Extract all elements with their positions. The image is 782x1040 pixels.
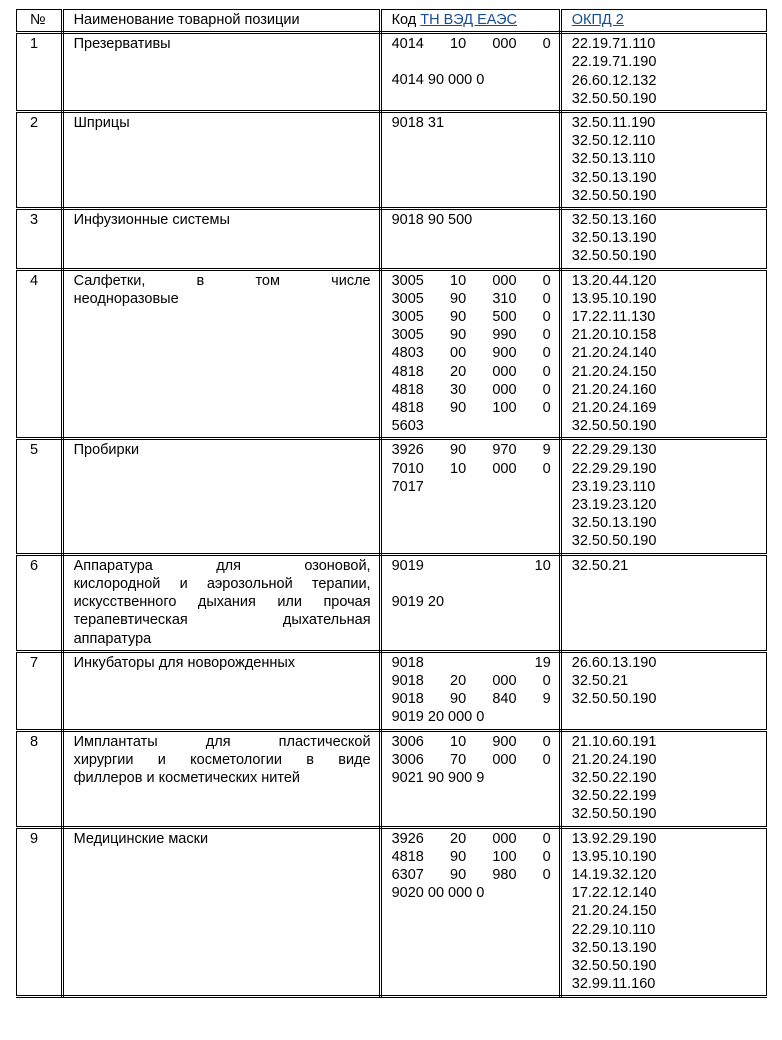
tnved-code: 4818 30 000 0 (391, 381, 551, 398)
header-okpd (560, 10, 766, 33)
tnved-code: 3926 20 000 0 (391, 830, 551, 847)
tnved-code: 3005 90 500 0 (391, 309, 551, 326)
tnved-code: 4818 20 000 0 (391, 363, 551, 380)
okpd-code: 21.20.24.140 (571, 345, 657, 362)
okpd-codes (560, 112, 766, 209)
tnved-code: 3005 10 000 0 (391, 272, 551, 289)
okpd-code: 32.50.13.190 (571, 169, 657, 186)
tnved-code: 9019 20 000 0 (391, 709, 485, 726)
tnved-code: 3006 10 900 0 (391, 733, 551, 750)
okpd-code: 32.50.22.199 (571, 788, 657, 805)
okpd-code: 32.50.13.160 (571, 212, 657, 229)
okpd-code: 32.50.50.190 (571, 806, 657, 823)
tnved-code: 7017 (391, 478, 424, 495)
tnved-code: 9021 90 900 9 (391, 769, 485, 786)
okpd-code: 32.50.11.190 (571, 115, 656, 132)
tnved-code: 4818 90 100 0 (391, 848, 551, 865)
row-number: 6 (17, 554, 63, 651)
product-name-line: Салфетки, в том числе (73, 272, 371, 289)
product-name-line: хирургии и косметологии в виде (73, 751, 371, 768)
okpd-code: 14.19.32.120 (571, 866, 657, 883)
okpd-code: 32.50.13.190 (571, 230, 657, 247)
okpd-code: 13.95.10.190 (571, 290, 657, 307)
tnved-code: 6307 90 980 0 (391, 866, 551, 883)
okpd-codes (560, 439, 766, 554)
tnved-code: 3926 90 970 9 (391, 442, 551, 459)
tnved-code: 4818 90 100 0 (391, 400, 551, 417)
okpd-code: 21.20.24.150 (571, 363, 657, 380)
tnved-code: 9018 90 500 (391, 212, 473, 229)
okpd-codes (560, 209, 766, 270)
okpd-code: 32.50.13.110 (571, 151, 656, 168)
table-row (17, 209, 767, 270)
table-row (17, 112, 767, 209)
okpd-code: 32.50.50.190 (571, 90, 657, 107)
tnved-code: 4803 00 900 0 (391, 345, 551, 362)
tnved-code: 9019 10 (391, 557, 551, 574)
row-number: 7 (17, 651, 63, 730)
okpd-code: 17.22.12.140 (571, 885, 657, 902)
okpd-codes (560, 651, 766, 730)
product-name-line: Имплантаты для пластической (73, 733, 371, 750)
tnved-link[interactable]: ТН ВЭД ЕАЭС (420, 12, 518, 28)
okpd-code: 13.95.10.190 (571, 848, 657, 865)
okpd-code: 26.60.13.190 (571, 654, 657, 671)
tnved-codes (380, 827, 560, 997)
okpd-code: 32.50.50.190 (571, 248, 657, 265)
product-name (62, 554, 380, 651)
okpd-code: 22.19.71.110 (571, 36, 656, 53)
okpd-link[interactable]: ОКПД 2 (571, 12, 624, 28)
tnved-code: 9019 20 (391, 593, 445, 610)
goods-table (16, 9, 767, 998)
row-number: 9 (17, 827, 63, 997)
table-row (17, 554, 767, 651)
okpd-code: 32.50.12.110 (571, 133, 656, 150)
okpd-code: 21.20.24.160 (571, 381, 657, 398)
table-row (17, 651, 767, 730)
tnved-codes (380, 269, 560, 439)
product-name-line: Аппаратура для озоновой, (73, 557, 371, 574)
okpd-code: 23.19.23.110 (571, 478, 656, 495)
tnved-code: 7010 10 000 0 (391, 460, 551, 477)
table-row (17, 730, 767, 827)
okpd-code: 32.50.13.190 (571, 515, 657, 532)
product-name-line: аппаратура (73, 630, 152, 647)
tnved-code: 5603 (391, 418, 424, 435)
product-name: Презервативы (62, 33, 380, 112)
product-name (62, 269, 380, 439)
okpd-code: 22.29.29.130 (571, 442, 657, 459)
product-name-line: филлеров и косметических нитей (73, 769, 301, 786)
tnved-code: 3006 70 000 0 (391, 751, 551, 768)
okpd-code: 21.10.60.191 (571, 733, 657, 750)
product-name-line: терапевтическая дыхательная (73, 612, 371, 629)
okpd-codes (560, 827, 766, 997)
tnved-code: 3005 90 310 0 (391, 290, 551, 307)
tnved-code: 9018 90 840 9 (391, 691, 551, 708)
okpd-code: 32.99.11.160 (571, 976, 656, 993)
product-name (62, 730, 380, 827)
okpd-code: 21.20.24.150 (571, 903, 657, 920)
okpd-codes (560, 730, 766, 827)
row-number: 2 (17, 112, 63, 209)
tnved-code: 3005 90 990 0 (391, 327, 551, 344)
okpd-code: 32.50.50.190 (571, 418, 657, 435)
table-header-row (17, 10, 767, 33)
okpd-code: 22.29.10.110 (571, 921, 656, 938)
okpd-code: 22.29.29.190 (571, 460, 657, 477)
okpd-code: 13.92.29.190 (571, 830, 657, 847)
okpd-code: 32.50.50.190 (571, 957, 657, 974)
row-number: 1 (17, 33, 63, 112)
product-name: Пробирки (62, 439, 380, 554)
table-row (17, 827, 767, 997)
okpd-code: 17.22.11.130 (571, 309, 656, 326)
okpd-code: 32.50.21 (571, 557, 629, 574)
row-number: 5 (17, 439, 63, 554)
okpd-code: 21.20.24.169 (571, 400, 657, 417)
tnved-codes (380, 439, 560, 554)
tnved-code (392, 53, 551, 71)
header-code (380, 10, 560, 33)
product-name: Медицинские маски (62, 827, 380, 997)
tnved-codes (380, 112, 560, 209)
okpd-code: 22.19.71.190 (571, 54, 657, 71)
okpd-code: 21.20.10.158 (571, 327, 657, 344)
okpd-code: 32.50.13.190 (571, 939, 657, 956)
product-name: Инфузионные системы (62, 209, 380, 270)
tnved-codes (380, 554, 560, 651)
tnved-code: 4014 90 000 0 (391, 72, 485, 89)
header-name: Наименование товарной позиции (62, 10, 380, 33)
tnved-code: 9018 20 000 0 (391, 672, 551, 689)
tnved-code: 9018 19 (391, 654, 551, 671)
product-name-line: искусственного дыхания или прочая (73, 594, 371, 611)
okpd-codes (560, 33, 766, 112)
okpd-code: 23.19.23.120 (571, 497, 657, 514)
okpd-code: 13.20.44.120 (571, 272, 657, 289)
table-row (17, 439, 767, 554)
product-name: Шприцы (62, 112, 380, 209)
header-code-prefix: Код (391, 12, 417, 28)
goods-classification-sheet (16, 9, 767, 998)
tnved-code: 9018 31 (391, 115, 445, 132)
table-row (17, 269, 767, 439)
okpd-code: 32.50.21 (571, 672, 629, 689)
tnved-codes (380, 651, 560, 730)
okpd-code: 32.50.50.190 (571, 187, 657, 204)
product-name: Инкубаторы для новорожденных (62, 651, 380, 730)
table-row (17, 33, 767, 112)
tnved-code (392, 575, 551, 593)
product-name-line: неодноразовые (73, 290, 179, 307)
row-number: 3 (17, 209, 63, 270)
okpd-code: 32.50.50.190 (571, 533, 657, 550)
tnved-codes (380, 209, 560, 270)
tnved-codes (380, 33, 560, 112)
okpd-codes (560, 269, 766, 439)
okpd-code: 21.20.24.190 (571, 751, 657, 768)
okpd-code: 26.60.12.132 (571, 72, 657, 89)
tnved-code: 4014 10 000 0 (391, 36, 551, 53)
okpd-code: 32.50.22.190 (571, 769, 657, 786)
row-number: 4 (17, 269, 63, 439)
tnved-codes (380, 730, 560, 827)
okpd-code: 32.50.50.190 (571, 691, 657, 708)
row-number: 8 (17, 730, 63, 827)
product-name-line: кислородной и аэрозольной терапии, (73, 575, 371, 592)
tnved-code: 9020 00 000 0 (391, 885, 485, 902)
header-no: № (17, 10, 63, 33)
okpd-codes (560, 554, 766, 651)
